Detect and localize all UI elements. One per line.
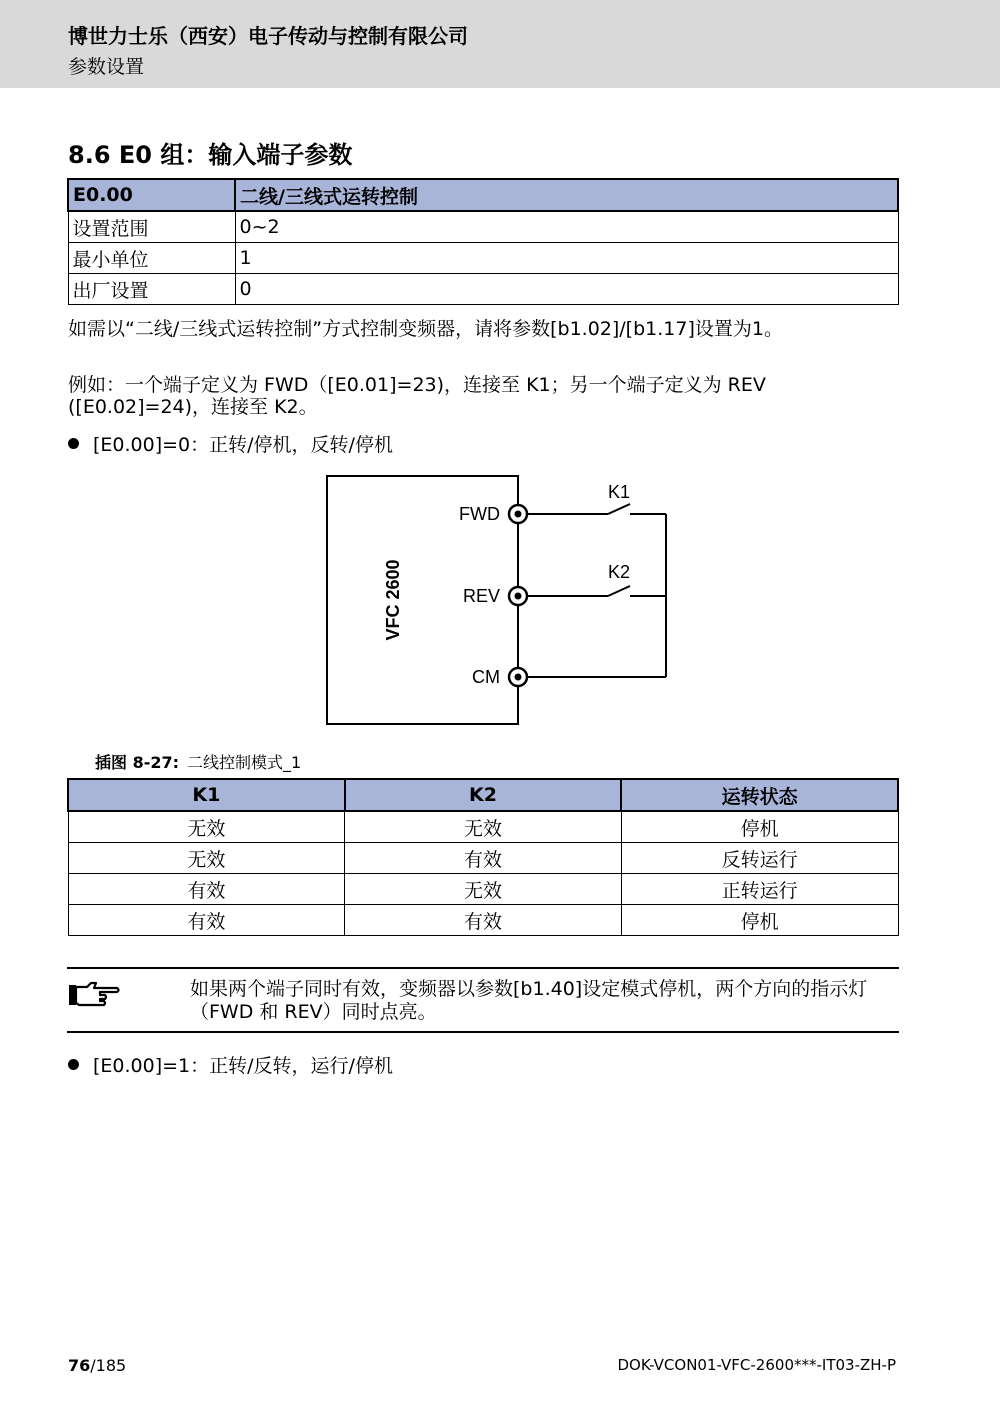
switch-label-k2: K2 [608,562,631,582]
figure-caption [95,750,301,773]
table-cell: 正转运行 [621,874,898,905]
table-row [68,274,898,305]
table-row [68,905,898,936]
k2-switch-blade [608,586,630,596]
bullet-text: [E0.00]=0：正转/停机，反转/停机 [93,434,393,456]
state-header-row [68,779,898,811]
bullet-text: [E0.00]=1：正转/反转，运行/停机 [93,1055,393,1077]
terminal-label-fwd: FWD [459,504,500,524]
table-cell: 反转运行 [621,843,898,874]
terminal-label-cm: CM [472,667,500,687]
table-row [68,811,898,843]
terminal-label-rev: REV [462,586,500,606]
caption-text: 二线控制模式_1 [187,753,302,772]
note-box [67,967,899,1033]
table-cell: 无效 [68,811,345,843]
bullet-mode-0 [68,430,393,457]
table-cell: 有效 [68,905,345,936]
row-value: 1 [235,243,898,274]
bullet-mode-1 [68,1051,393,1078]
table-row [68,874,898,905]
row-label: 最小单位 [68,243,235,274]
table-row [68,843,898,874]
parameter-code: E0.00 [68,179,235,211]
switch-label-k1: K1 [608,482,631,502]
table-cell: 有效 [345,843,622,874]
page-current: 76 [68,1356,91,1375]
chapter-subtitle: 参数设置 [68,56,145,78]
row-label: 出厂设置 [68,274,235,305]
device-label: VFC 2600 [383,559,403,641]
parameter-header-row [68,179,898,211]
column-header: 运转状态 [621,779,898,811]
column-header: K1 [68,779,345,811]
table-row [68,243,898,274]
table-cell: 有效 [68,874,345,905]
parameter-table [67,178,899,305]
row-value: 0 [235,274,898,305]
paragraph-setting-instruction: 如需以“二线/三线式运转控制”方式控制变频器，请将参数[b1.02]/[b1.17]设置为1。 [68,318,783,340]
parameter-name: 二线/三线式运转控制 [235,179,898,211]
company-name: 博世力士乐（西安）电子传动与控制有限公司 [68,24,468,48]
section-title: 8.6 E0 组：输入端子参数 [68,141,353,169]
pointing-hand-icon [67,979,121,1011]
row-value: 0~2 [235,211,898,243]
column-header: K2 [345,779,622,811]
bullet-dot [68,1059,79,1070]
bullet-dot [68,438,79,449]
page-header [0,0,1000,88]
row-label: 设置范围 [68,211,235,243]
caption-label: 插图 8-27: [95,753,180,772]
wiring-diagram [300,460,700,740]
page-number [68,1356,126,1375]
page-total: /185 [90,1356,127,1375]
table-cell: 无效 [345,874,622,905]
table-cell: 无效 [68,843,345,874]
document-id: DOK-VCON01-VFC-2600***-IT03-ZH-P [617,1356,896,1374]
state-table [67,778,899,936]
table-row [68,211,898,243]
table-cell: 有效 [345,905,622,936]
table-cell: 无效 [345,811,622,843]
table-cell: 停机 [621,905,898,936]
paragraph-example: 例如：一个端子定义为 FWD（[E0.01]=23)，连接至 K1；另一个端子定义为 REV ([E0.02]=24)，连接至 K2。 [68,374,766,418]
note-text: 如果两个端子同时有效，变频器以参数[b1.40]设定模式停机，两个方向的指示灯（FWD 和 REV）同时点亮。 [190,978,868,1023]
k1-switch-blade [608,504,630,514]
table-cell: 停机 [621,811,898,843]
